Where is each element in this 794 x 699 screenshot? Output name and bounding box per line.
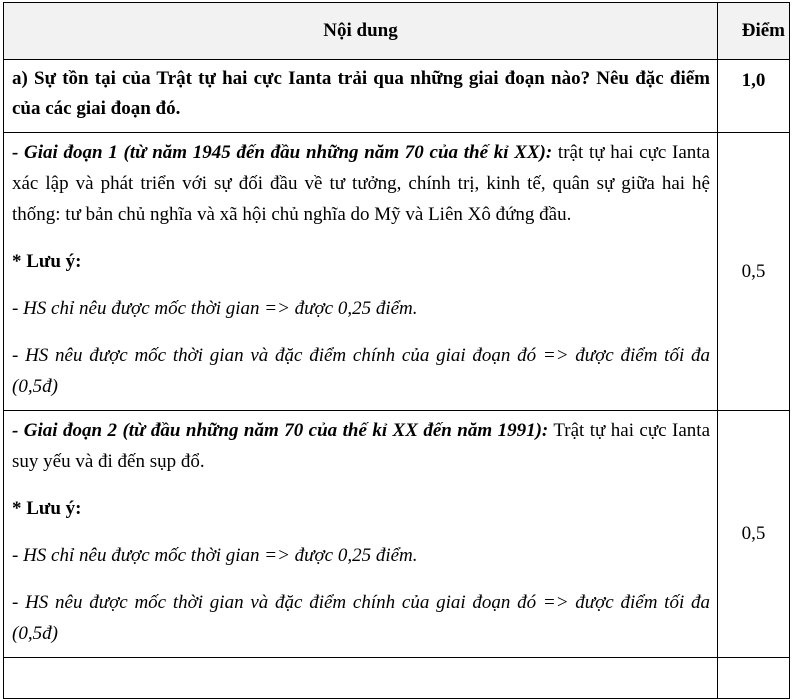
- phase-1-note-2: - HS nêu được mốc thời gian và đặc điểm chính của giai đoạn đó => được điểm tối đa (0,5đ): [12, 345, 710, 397]
- content-column-header: Nội dung: [4, 3, 718, 60]
- next-row-partial: [4, 658, 790, 699]
- question-row: [4, 60, 790, 133]
- phase-2-cell: [4, 411, 718, 658]
- score-column-header: Điểm: [718, 3, 790, 60]
- answer-table: [3, 2, 790, 699]
- phase-1-note-1: - HS chỉ nêu được mốc thời gian => được 0,25 điểm.: [12, 298, 418, 319]
- phase-2-note-2: - HS nêu được mốc thời gian và đặc điểm chính của giai đoạn đó => được điểm tối đa (0,5đ): [12, 592, 710, 644]
- question-score: 1,0: [718, 60, 790, 133]
- next-row-score-cell: [718, 658, 790, 699]
- phase-2-paragraph: [12, 415, 710, 477]
- phase-1-score: 0,5: [718, 133, 790, 411]
- question-cell: [4, 60, 718, 133]
- next-row-content-cell: [4, 658, 718, 699]
- phase-1-row: [4, 133, 790, 411]
- phase-1-title: - Giai đoạn 1 (từ năm 1945 đến đầu những năm 70 của thế kỉ XX):: [12, 142, 553, 163]
- phase-1-cell: [4, 133, 718, 411]
- phase-2-score: 0,5: [718, 411, 790, 658]
- phase-2-note-1: - HS chỉ nêu được mốc thời gian => được 0,25 điểm.: [12, 545, 418, 566]
- phase-1-paragraph: [12, 137, 710, 230]
- phase-2-title: - Giai đoạn 2 (từ đầu những năm 70 của thế kỉ XX đến năm 1991):: [12, 420, 549, 441]
- phase-1-description: trật tự hai cực Ianta xác lập và phát triển với sự đối đầu về tư tưởng, chính trị, kinh tế, quân sự giữa hai hệ thống: tư bản chủ nghĩa và xã hội chủ nghĩa do Mỹ và Liên Xô đứng đầu.: [12, 142, 710, 225]
- table-header-row: [4, 3, 790, 60]
- phase-1-note-heading: * Lưu ý:: [12, 251, 82, 272]
- phase-2-description: Trật tự hai cực Ianta suy yếu và đi đến sụp đổ.: [12, 420, 710, 472]
- phase-2-note-heading: * Lưu ý:: [12, 498, 82, 519]
- phase-2-row: [4, 411, 790, 658]
- question-text: a) Sự tồn tại của Trật tự hai cực Ianta trải qua những giai đoạn nào? Nêu đặc điểm của các giai đoạn đó.: [12, 68, 710, 119]
